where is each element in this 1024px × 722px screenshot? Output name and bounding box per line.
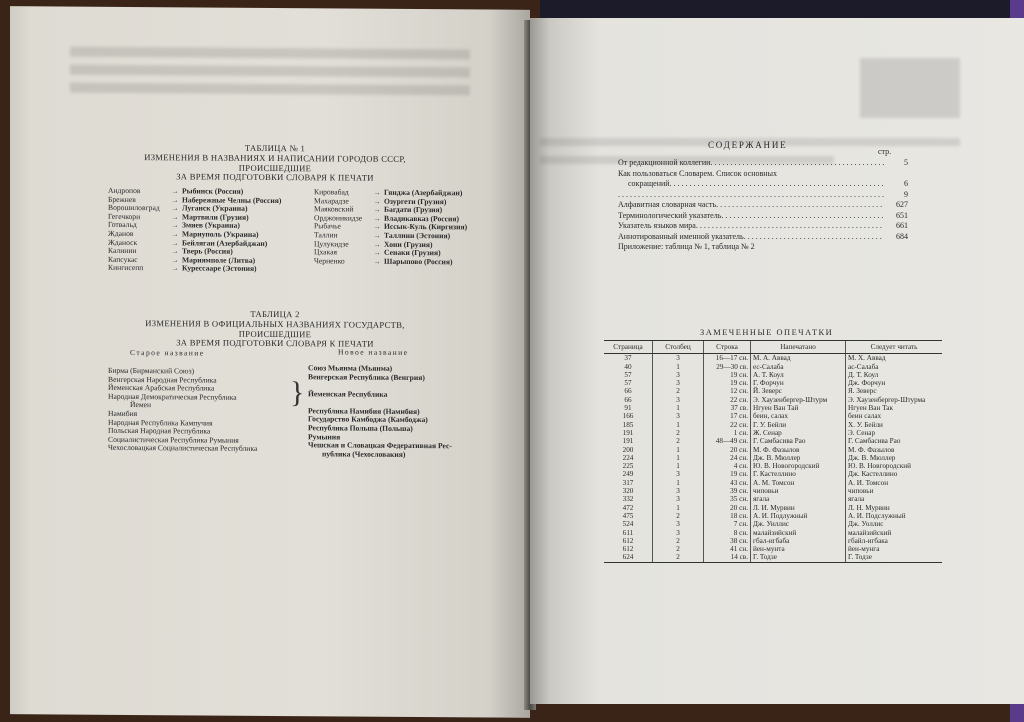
- contents-dots: [721, 211, 884, 222]
- errata-cell: 43 сн.: [704, 479, 751, 487]
- new-city-name: Мариямполе (Литва): [182, 255, 256, 265]
- errata-cell: Дж. В. Мюллер: [846, 454, 943, 462]
- errata-cell: 1: [653, 479, 704, 487]
- errata-cell: М. А. Аввад: [751, 354, 846, 363]
- errata-cell: беин, салах: [751, 412, 846, 420]
- errata-cell: Г. Самбасива Рао: [846, 437, 943, 445]
- errata-cell: малайзийский: [846, 529, 943, 537]
- new-city-name: Озургети (Грузия): [384, 196, 447, 206]
- contents-dots: [670, 179, 884, 190]
- contents-page-number: [884, 169, 908, 180]
- table2-old-names: [108, 367, 257, 454]
- errata-cell: 249: [622, 470, 634, 479]
- errata-row: [604, 537, 942, 545]
- new-state-name: Румыния: [308, 431, 341, 442]
- contents-dots: [618, 190, 884, 201]
- new-city-name: Тверь (Россия): [182, 246, 233, 256]
- old-city-name: Махарадзе: [314, 195, 349, 206]
- old-city-name: Черненко: [314, 256, 345, 266]
- errata-row: [604, 545, 942, 553]
- errata-cell: 20 сн.: [704, 446, 751, 454]
- errata-cell: ас-Салаба: [846, 363, 943, 371]
- errata-cell: 3: [653, 354, 704, 363]
- old-state-name: Йеменская Арабская Республика: [108, 383, 215, 393]
- errata-cell: беин салах: [846, 412, 943, 420]
- arrow-icon: →: [373, 205, 381, 214]
- errata-header-row: [604, 341, 942, 354]
- arrow-icon: →: [373, 188, 381, 197]
- arrow-icon: →: [373, 231, 381, 240]
- bleed-through-text: [860, 58, 960, 118]
- errata-cell: гбал-игбаба: [751, 537, 846, 545]
- errata-row: [604, 529, 942, 537]
- errata-cell: 39 сн.: [704, 487, 751, 495]
- table1-row: [314, 257, 467, 267]
- errata-cell: Дж. Уоллис: [846, 520, 943, 528]
- contents-page-number: 627: [896, 200, 908, 209]
- arrow-icon: →: [171, 195, 179, 204]
- contents-item-text: Указатель языков мира: [618, 221, 696, 230]
- errata-row: [604, 404, 942, 412]
- errata-cell: 3: [653, 371, 704, 379]
- new-city-name: Луганск (Украина): [182, 203, 248, 214]
- errata-cell: 41 сн.: [704, 545, 751, 553]
- errata-row: [604, 371, 942, 379]
- errata-cell: 4 сн.: [704, 462, 751, 470]
- errata-cell: 19 сн.: [704, 470, 751, 478]
- errata-table-wrap: [604, 340, 942, 563]
- errata-cell: ягала: [751, 495, 846, 503]
- errata-cell: йен-мунга: [846, 545, 943, 553]
- arrow-icon: →: [171, 187, 179, 196]
- errata-cell: 3: [653, 412, 704, 420]
- new-city-name: Шарыпово (Россия): [384, 256, 453, 267]
- new-city-name: Змиев (Украина): [182, 220, 240, 231]
- errata-cell: 24 сн.: [704, 454, 751, 462]
- contents-page-number: [884, 242, 908, 253]
- old-city-name: Гегечкори: [108, 211, 141, 221]
- contents-item-text: Приложение: таблица № 1, таблица № 2: [618, 242, 755, 251]
- errata-cell: Г. У. Бейли: [751, 421, 846, 429]
- old-city-name: Капсукас: [108, 254, 138, 264]
- contents-dots: [777, 169, 884, 180]
- errata-cell: 3: [653, 495, 704, 503]
- errata-row: [604, 429, 942, 437]
- new-state-name: публика (Чехословакия): [322, 449, 406, 459]
- old-city-name: Жданов: [108, 228, 134, 239]
- contents-item: [618, 211, 908, 222]
- errata-cell: 2: [653, 537, 704, 545]
- errata-cell: Ю. В. Новгородский: [846, 462, 943, 470]
- errata-cell: 2: [653, 512, 704, 520]
- arrow-icon: →: [171, 238, 179, 247]
- errata-cell: Нгуен Ван Так: [846, 404, 943, 412]
- errata-cell: 1: [653, 446, 704, 454]
- errata-cell: Г. Тодзе: [846, 553, 943, 562]
- errata-cell: 37: [624, 354, 632, 363]
- table2-title-line: ИЗМЕНЕНИЯ В ОФИЦИАЛЬНЫХ НАЗВАНИЯХ ГОСУДАРСТВ, ПРОИСШЕДШИЕ: [145, 317, 405, 339]
- old-city-name: Цхакая: [314, 247, 337, 257]
- errata-cell: 3: [653, 470, 704, 478]
- errata-cell: 18 сн.: [704, 512, 751, 520]
- errata-cell: 225: [622, 462, 634, 471]
- errata-cell: 2: [653, 387, 704, 395]
- errata-cell: 1: [653, 363, 704, 371]
- new-city-name: Рыбинск (Россия): [182, 186, 244, 196]
- errata-header-cell: Строка: [704, 341, 751, 354]
- errata-cell: А. М. Томсон: [751, 479, 846, 487]
- new-city-name: Курессааре (Эстония): [182, 263, 257, 274]
- contents-item-text: Как пользоваться Словарем. Список основных: [618, 168, 777, 178]
- errata-cell: 191: [622, 428, 634, 437]
- errata-row: [604, 437, 942, 445]
- new-state-name: Йеменская Республика: [308, 389, 388, 400]
- new-city-name: Иссык-Куль (Киргизия): [384, 222, 468, 232]
- arrow-icon: →: [171, 230, 179, 239]
- errata-cell: 19 сн.: [704, 371, 751, 379]
- old-city-name: Орджоникидзе: [314, 213, 363, 223]
- old-city-name: Калинин: [108, 246, 137, 256]
- errata-cell: 2: [653, 429, 704, 437]
- errata-cell: Ж. Сенар: [751, 429, 846, 437]
- old-state-name: Венгерская Народная Республика: [108, 374, 217, 385]
- errata-row: [604, 363, 942, 371]
- errata-cell: 91: [624, 404, 632, 413]
- contents-page-number: 9: [904, 189, 908, 199]
- errata-header-cell: Столбец: [653, 341, 704, 354]
- errata-cell: 200: [622, 445, 634, 454]
- contents-page-number: 651: [896, 210, 908, 220]
- arrow-icon: →: [171, 221, 179, 230]
- old-state-name: Народная Республика Кампучия: [108, 417, 213, 428]
- errata-row: [604, 553, 942, 562]
- arrow-icon: →: [373, 248, 381, 257]
- arrow-icon: →: [373, 240, 381, 249]
- errata-cell: Г. Форчун: [751, 379, 846, 387]
- errata-cell: 472: [622, 503, 634, 512]
- errata-cell: 3: [653, 396, 704, 404]
- old-city-name: Ворошиловград: [108, 203, 160, 213]
- contents-dots: [716, 200, 884, 211]
- old-state-name: Социалистическая Республика Румыния: [108, 434, 239, 445]
- errata-cell: М. Х. Аввад: [846, 354, 943, 363]
- errata-cell: 3: [653, 529, 704, 537]
- arrow-icon: →: [171, 247, 179, 256]
- errata-cell: Э. Сенар: [846, 429, 943, 437]
- errata-row: [604, 512, 942, 520]
- new-state-name: Союз Мьянма (Мьянма): [308, 363, 393, 373]
- errata-cell: 19 сн.: [704, 379, 751, 387]
- contents-item: [618, 169, 908, 180]
- errata-cell: 166: [622, 412, 634, 421]
- errata-cell: малайзийский: [751, 529, 846, 537]
- old-city-name: Готвальд: [108, 220, 137, 230]
- arrow-icon: →: [171, 213, 179, 222]
- errata-cell: 191: [622, 437, 634, 446]
- errata-cell: 40: [624, 362, 632, 371]
- bleed-through-text: [70, 47, 470, 104]
- errata-cell: 37 св.: [704, 404, 751, 412]
- errata-cell: 22 сн.: [704, 396, 751, 404]
- old-city-name: Жданоск: [108, 237, 138, 247]
- errata-cell: 1: [653, 421, 704, 429]
- arrow-icon: →: [373, 223, 381, 232]
- old-state-name: Чехословацкая Социалистическая Республика: [108, 443, 258, 454]
- errata-cell: 22 сн.: [704, 421, 751, 429]
- contents-item-text: Аннотированный именной указатель: [618, 231, 744, 241]
- errata-cell: 29—30 св.: [704, 363, 751, 371]
- errata-cell: 57: [624, 379, 632, 388]
- new-city-name: Владикавказ (Россия): [384, 213, 460, 224]
- errata-cell: А. И. Подслужный: [846, 512, 943, 520]
- table1-title-line: ТАБЛИЦА № 1: [244, 142, 306, 154]
- errata-cell: 524: [622, 520, 634, 529]
- table1-left-column: [108, 187, 281, 274]
- errata-cell: 1: [653, 462, 704, 470]
- table2-title-line: ЗА ВРЕМЯ ПОДГОТОВКИ СЛОВАРЯ К ПЕЧАТИ: [176, 337, 374, 350]
- old-state-name: Народная Демократическая Республика: [108, 391, 237, 402]
- errata-cell: 612: [622, 536, 634, 545]
- errata-cell: 475: [622, 511, 634, 520]
- contents-dots: [696, 221, 884, 232]
- new-city-name: Таллинн (Эстония): [384, 230, 451, 241]
- brace: }: [290, 376, 305, 410]
- errata-cell: 3: [653, 379, 704, 387]
- errata-body: [604, 354, 942, 562]
- errata-cell: Г. Самбасива Рао: [751, 437, 846, 445]
- errata-cell: 14 св.: [704, 553, 751, 562]
- errata-row: [604, 446, 942, 454]
- errata-cell: 3: [653, 487, 704, 495]
- contents-item: [618, 158, 908, 169]
- errata-cell: 185: [622, 420, 634, 429]
- errata-cell: ягала: [846, 495, 943, 503]
- table2-new-header: Новое название: [338, 347, 409, 357]
- errata-row: [604, 495, 942, 503]
- table1-title-line: ИЗМЕНЕНИЯ В НАЗВАНИЯХ И НАПИСАНИИ ГОРОДОВ СССР, ПРОИСШЕДШИЕ: [144, 151, 406, 173]
- old-city-name: Андропов: [108, 185, 141, 196]
- arrow-icon: →: [171, 204, 179, 213]
- table2-title-line: ТАБЛИЦА 2: [250, 308, 300, 320]
- errata-header-cell: Следует читать: [846, 341, 943, 354]
- new-city-name: Хони (Грузия): [384, 239, 433, 249]
- errata-cell: Я. Зеверс: [846, 387, 943, 395]
- contents-item: [618, 200, 908, 211]
- errata-cell: А. И. Подлужный: [751, 512, 846, 520]
- table2-old-header: Старое название: [130, 348, 205, 358]
- errata-row: [604, 487, 942, 495]
- errata-cell: 17 сн.: [704, 412, 751, 420]
- errata-cell: 1: [653, 454, 704, 462]
- contents-page-label: стр.: [878, 147, 892, 156]
- errata-cell: 1: [653, 404, 704, 412]
- old-city-name: Кировабад: [314, 187, 349, 197]
- errata-cell: чиповьи: [846, 487, 943, 495]
- contents-item-text: От редакционной коллегии: [618, 158, 711, 167]
- contents-item: [618, 221, 908, 232]
- contents-item-text: Алфавитная словарная часть: [618, 200, 717, 209]
- errata-cell: Дж. Уиллис: [751, 520, 846, 528]
- errata-cell: 8 сн.: [704, 529, 751, 537]
- contents-page-number: 5: [904, 158, 908, 167]
- errata-cell: Дж. Кастеллино: [846, 470, 943, 478]
- table2-title: [110, 309, 440, 350]
- contents-item-text: сокращений: [628, 179, 670, 188]
- contents-item: [618, 190, 908, 201]
- errata-cell: чиповьи: [751, 487, 846, 495]
- errata-cell: Д. Т. Коул: [846, 371, 943, 379]
- errata-row: [604, 479, 942, 487]
- new-city-name: Багдати (Грузия): [384, 204, 443, 215]
- errata-table: [604, 340, 942, 563]
- contents-list: [618, 158, 908, 253]
- errata-row: [604, 454, 942, 462]
- errata-title: ЗАМЕЧЕННЫЕ ОПЕЧАТКИ: [700, 328, 834, 337]
- errata-cell: 20 сн.: [704, 504, 751, 512]
- errata-cell: М. Ф. Фазылов: [846, 446, 943, 454]
- errata-cell: 3: [653, 520, 704, 528]
- errata-row: [604, 387, 942, 395]
- errata-cell: 2: [653, 553, 704, 562]
- errata-cell: Х. У. Бейли: [846, 421, 943, 429]
- errata-row: [604, 504, 942, 512]
- errata-cell: 624: [604, 553, 653, 562]
- table1-title-line: ЗА ВРЕМЯ ПОДГОТОВКИ СЛОВАРЯ К ПЕЧАТИ: [176, 171, 374, 184]
- errata-cell: Л. И. Мурвин: [751, 504, 846, 512]
- right-page: [530, 18, 1024, 704]
- errata-cell: Нгуен Ван Тай: [751, 404, 846, 412]
- new-state-name: Государство Камбоджа (Камбоджа): [308, 414, 428, 425]
- errata-cell: Л. Н. Мурвин: [846, 504, 943, 512]
- old-city-name: Кингисепп: [108, 263, 144, 273]
- contents-dots: [755, 242, 884, 253]
- errata-row: [604, 520, 942, 528]
- errata-cell: Э. Хаузенбергер-Штурма: [846, 396, 943, 404]
- errata-cell: 12 сн.: [704, 387, 751, 395]
- old-state-name: Польская Народная Республика: [108, 426, 211, 436]
- arrow-icon: →: [373, 257, 381, 266]
- old-city-name: Маяковский: [314, 204, 354, 214]
- errata-header-cell: Напечатано: [751, 341, 846, 354]
- table2-new-names: [308, 364, 452, 459]
- new-state-name: Чешская и Словацкая Федеративная Рес-: [308, 440, 452, 451]
- new-city-name: Гянджа (Азербайджан): [384, 187, 463, 198]
- book-cover-edge: [540, 0, 1024, 18]
- new-city-name: Бейляган (Азербайджан): [182, 237, 268, 248]
- contents-page-number: 684: [896, 231, 908, 241]
- contents-page-number: 661: [896, 221, 908, 230]
- arrow-icon: →: [171, 264, 179, 273]
- arrow-icon: →: [171, 256, 179, 265]
- errata-cell: 1: [653, 504, 704, 512]
- errata-cell: Ю. В. Новогородский: [751, 462, 846, 470]
- errata-row: [604, 354, 942, 363]
- errata-cell: 2: [653, 437, 704, 445]
- errata-cell: йен-мунта: [751, 545, 846, 553]
- errata-row: [604, 462, 942, 470]
- errata-row: [604, 396, 942, 404]
- contents-item: [618, 179, 908, 190]
- new-state-name: Республика Намибия (Намибия): [308, 406, 420, 416]
- errata-cell: 66: [624, 387, 632, 396]
- errata-cell: 612: [622, 545, 634, 554]
- arrow-icon: →: [373, 214, 381, 223]
- table1-right-column: [314, 188, 467, 266]
- contents-item: [618, 232, 908, 243]
- errata-cell: Г. Тодзе: [751, 553, 846, 562]
- left-page: [10, 6, 530, 718]
- errata-cell: Й. Зеверс: [751, 387, 846, 395]
- errata-cell: 332: [622, 495, 634, 504]
- errata-cell: 320: [622, 487, 634, 496]
- errata-row: [604, 421, 942, 429]
- new-city-name: Мариуполь (Украина): [182, 229, 259, 239]
- old-city-name: Брежнев: [108, 194, 136, 204]
- old-state-name: Йемен: [130, 400, 152, 410]
- new-state-name: Республика Польша (Польша): [308, 423, 413, 433]
- errata-cell: А. Т. Коул: [751, 371, 846, 379]
- errata-row: [604, 412, 942, 420]
- errata-cell: А. И. Томсон: [846, 479, 943, 487]
- old-state-name: Намибия: [108, 408, 138, 419]
- errata-cell: М. Ф. Фазылов: [751, 446, 846, 454]
- errata-cell: 66: [624, 395, 632, 404]
- errata-cell: 2: [653, 545, 704, 553]
- errata-cell: 1 сн.: [704, 429, 751, 437]
- contents-dots: [710, 158, 884, 169]
- contents-dots: [744, 232, 884, 243]
- new-city-name: Набережные Челны (Россия): [182, 194, 282, 205]
- errata-cell: 48—49 сн.: [704, 437, 751, 445]
- errata-cell: Дж. В. Мюллер: [751, 454, 846, 462]
- table1-row: [108, 264, 281, 274]
- errata-row: [604, 470, 942, 478]
- old-city-name: Таллин: [314, 230, 338, 240]
- errata-cell: Г. Кастеллино: [751, 470, 846, 478]
- errata-cell: 224: [622, 453, 634, 462]
- contents-title: СОДЕРЖАНИЕ: [708, 140, 788, 150]
- new-city-name: Мартвили (Грузия): [182, 212, 249, 222]
- errata-cell: Э. Хаузенбергер-Штурм: [751, 396, 846, 404]
- errata-cell: Дж. Форчун: [846, 379, 943, 387]
- table1-title: [110, 143, 440, 184]
- errata-cell: 35 сн.: [704, 495, 751, 503]
- contents-item-text: Терминологический указатель: [618, 210, 722, 220]
- errata-header-cell: Страница: [604, 341, 653, 354]
- errata-cell: ес-Салаба: [751, 363, 846, 371]
- new-city-name: Сенаки (Грузия): [384, 247, 441, 258]
- errata-cell: 38 сн.: [704, 537, 751, 545]
- errata-cell: 57: [624, 370, 632, 379]
- errata-cell: гбайл-игбака: [846, 537, 943, 545]
- contents-item: [618, 242, 908, 253]
- errata-cell: 7 сн.: [704, 520, 751, 528]
- old-state-name: Бирма (Бирманский Союз): [108, 365, 195, 376]
- old-city-name: Рыбачье: [314, 221, 341, 231]
- errata-cell: 317: [622, 478, 634, 487]
- old-city-name: Цулукидзе: [314, 238, 349, 249]
- contents-page-number: 6: [904, 179, 908, 188]
- errata-cell: 611: [622, 528, 634, 537]
- errata-cell: 16—17 сн.: [704, 354, 751, 363]
- new-state-name: Венгерская Республика (Венгрия): [308, 371, 425, 382]
- arrow-icon: →: [373, 197, 381, 206]
